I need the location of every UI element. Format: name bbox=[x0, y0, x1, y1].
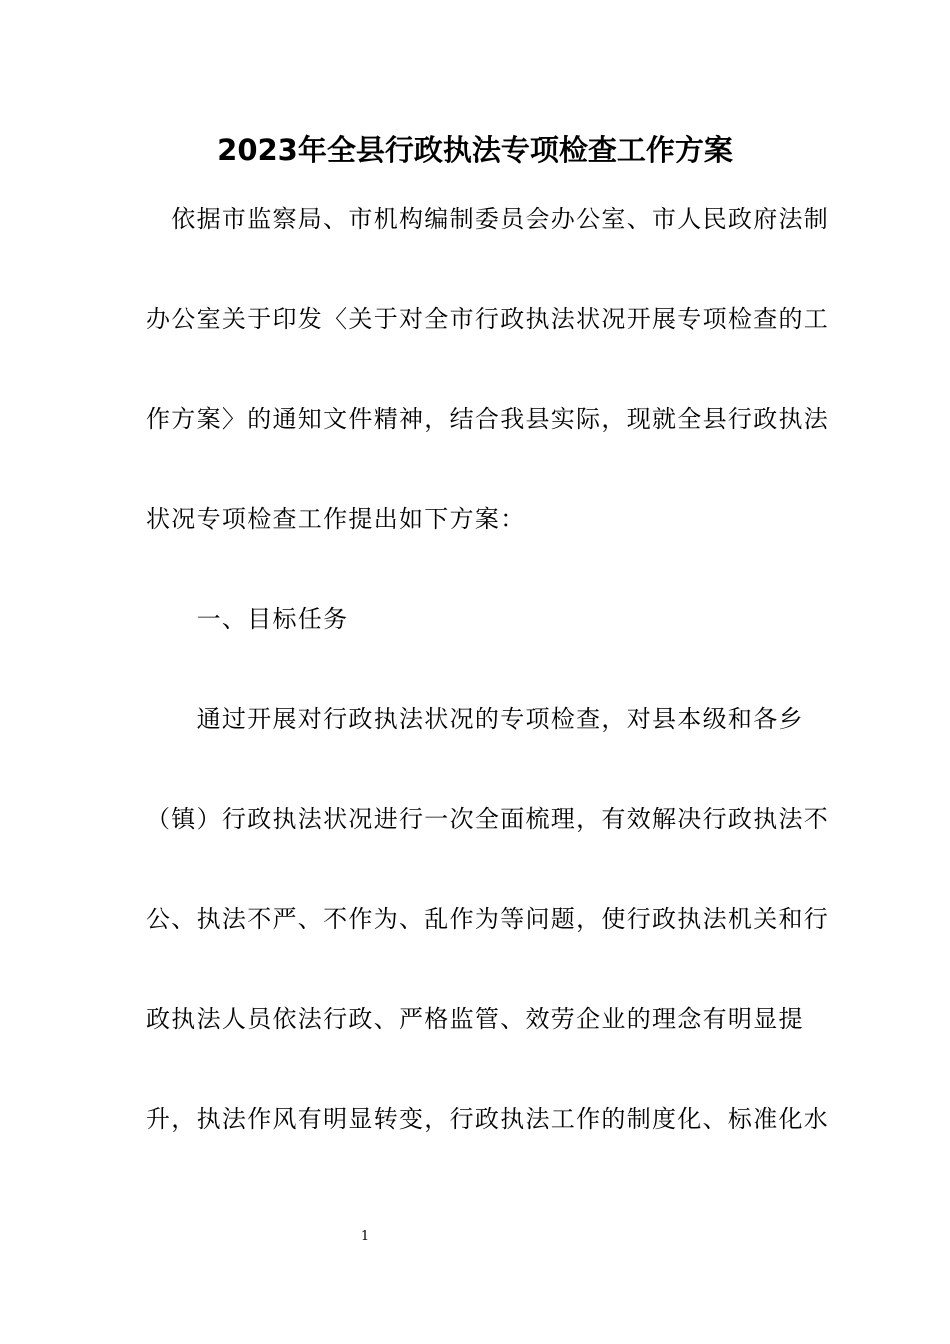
body-line-4: 状况专项检查工作提出如下方案： bbox=[146, 505, 526, 533]
document-title: 2023年全县行政执法专项检查工作方案 bbox=[217, 133, 733, 167]
body-line-8: 公、执法不严、不作为、乱作为等问题，使行政执法机关和行 bbox=[146, 905, 830, 933]
body-line-3: 作方案〉的通知文件精神，结合我县实际，现就全县行政执法 bbox=[146, 405, 830, 433]
body-line-2: 办公室关于印发〈关于对全市行政执法状况开展专项检查的工 bbox=[146, 305, 830, 333]
section-heading-goal: 一、目标任务 bbox=[146, 605, 349, 633]
body-line-10: 升，执法作风有明显转变，行政执法工作的制度化、标准化水 bbox=[146, 1105, 830, 1133]
body-line-9: 政执法人员依法行政、严格监管、效劳企业的理念有明显提 bbox=[146, 1005, 804, 1033]
page-number: 1 bbox=[360, 1229, 370, 1244]
body-line-1: 依据市监察局、市机构编制委员会办公室、市人民政府法制 bbox=[146, 205, 830, 233]
body-line-7: （镇）行政执法状况进行一次全面梳理，有效解决行政执法不 bbox=[146, 805, 830, 833]
body-line-6: 通过开展对行政执法状况的专项检查，对县本级和各乡 bbox=[146, 705, 804, 733]
